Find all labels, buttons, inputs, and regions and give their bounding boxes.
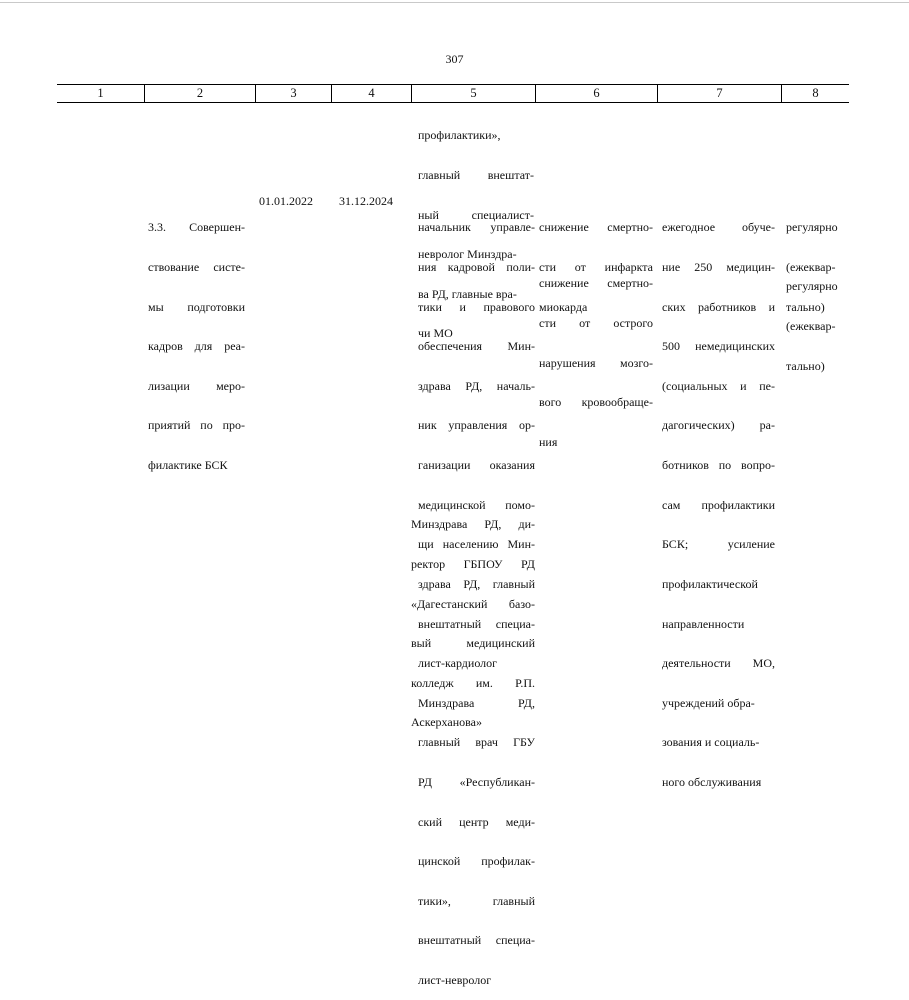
start-date: 01.01.2022 [259,194,313,208]
responsible-executors-continued [411,492,535,743]
text-line: ния [539,434,558,449]
text-line: невролог Минздра- [418,247,517,262]
text-line: дагогических) ра- [662,418,775,433]
text-line: ректор ГБПОУ РД [411,557,535,572]
text-line: РД «Республикан- [418,774,535,789]
text-line: сам профилактики [662,497,775,512]
text-line: ного обслуживания [662,774,762,789]
text-line: снижение смертно- [539,276,653,291]
header-col-3: 3 [290,86,297,100]
text-line: тально) [786,299,825,314]
header-col-5: 5 [470,86,477,100]
text-line: внештатный специа- [418,933,535,948]
text-line: ский центр меди- [418,814,535,829]
page-number: 307 [445,52,464,66]
text-line: вый медицинский [411,636,535,651]
text-line: главный врач ГБУ [418,735,535,750]
text-line: ежегодное обуче- [662,220,775,235]
scan-edge-line [0,2,909,3]
header-col-6: 6 [593,86,600,100]
text-line: нарушения мозго- [539,355,653,370]
text-line: 3.3. Совершен- [148,220,245,235]
text-line: зования и социаль- [662,735,760,750]
text-line: здрава РД, главный [418,576,535,591]
text-line: ный специалист- [418,207,534,222]
text-line: миокарда [539,299,588,314]
expected-result [662,195,775,802]
text-line: регулярно [786,220,838,235]
text-line: Аскерханова» [411,715,482,730]
text-line: учреждений обра- [662,695,755,710]
text-line: ва РД, главные вра- [418,286,517,301]
text-line: цинской профилак- [418,854,535,869]
text-line: обеспечения Мин- [418,339,535,354]
text-line: тально) [786,358,825,373]
text-line: ствование систе- [148,260,245,275]
measure-title [148,195,245,485]
text-line: колледж им. Р.П. [411,675,535,690]
text-line: чи МО [418,326,453,341]
text-line: деятельности МО, [662,656,775,671]
text-line: тики и правового [418,299,535,314]
text-line: направленности [662,616,745,631]
text-line: БСК; усиление [662,537,775,552]
text-line: щи населению Мин- [418,537,535,552]
text-line: мы подготовки [148,299,245,314]
text-line: начальник управле- [418,220,535,235]
text-line: лист-невролог [418,972,492,987]
text-line: (ежеквар- [786,260,836,275]
text-line: здрава РД, началь- [418,378,535,393]
text-line: сти от острого [539,316,653,331]
text-line: главный внештат- [418,168,534,183]
end-date: 31.12.2024 [339,194,393,208]
text-line: профилактической [662,576,758,591]
text-line: регулярно [786,279,838,294]
periodicity-2 [786,254,838,386]
text-line: ботников по вопро- [662,458,775,473]
text-line: ния кадровой поли- [418,260,535,275]
text-line: «Дагестанский базо- [411,596,535,611]
text-line: лист-кардиолог [418,656,498,671]
text-line: тики», главный [418,893,535,908]
text-line: ганизации оказания [418,458,535,473]
text-line: внештатный специа- [418,616,535,631]
text-line: Минздрава РД, [418,695,535,710]
text-line: Минздрава РД, ди- [411,517,535,532]
text-line: сти от инфаркта [539,260,653,275]
text-line: ник управления ор- [418,418,535,433]
text-line: медицинской помо- [418,497,535,512]
table-header-row [57,84,849,103]
text-line: (социальных и пе- [662,378,775,393]
text-line: вого кровообраще- [539,395,653,410]
text-line: снижение смертно- [539,220,653,235]
header-col-8: 8 [812,86,819,100]
text-line: профилактики», [418,128,501,143]
indicator-stroke [539,251,653,462]
header-col-1: 1 [97,86,104,100]
text-line: ских работников и [662,299,775,314]
text-line: филактике БСК [148,458,228,473]
text-line: лизации меро- [148,378,245,393]
text-line: (ежеквар- [786,319,836,334]
header-col-2: 2 [196,86,204,100]
text-line: приятий по про- [148,418,245,433]
header-col-7: 7 [716,86,723,100]
text-line: ние 250 медицин- [662,260,775,275]
text-line: кадров для реа- [148,339,245,354]
header-col-4: 4 [368,86,375,100]
text-line: 500 немедицинских [662,339,775,354]
